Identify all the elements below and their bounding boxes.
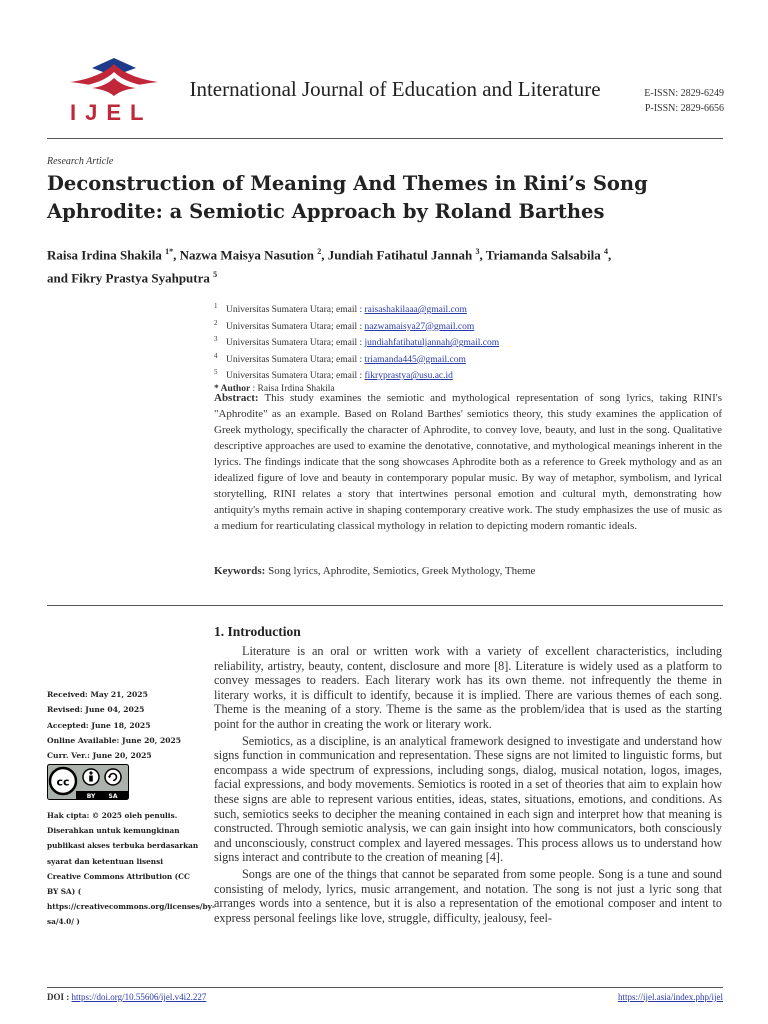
keywords-label: Keywords:	[214, 565, 266, 577]
affiliation-text: Universitas Sumatera Utara; email :	[226, 338, 365, 349]
current-version: Curr. Ver.: June 20, 2025	[47, 751, 152, 761]
author-name: Triamanda Salsabila	[485, 247, 601, 263]
received-date: Received: May 21, 2025	[47, 690, 148, 699]
email-link[interactable]: fikryprastya@usu.ac.id	[364, 371, 453, 382]
cc-by-sa-icon	[47, 764, 129, 800]
author-note-label: * Author	[214, 383, 251, 394]
email-link[interactable]: triamanda445@gmail.com	[364, 354, 466, 365]
online-date: Online Available: June 20, 2025	[47, 735, 182, 745]
author-sup: 1*	[165, 247, 174, 256]
affiliation-num: 5	[214, 368, 218, 377]
accepted-date: Accepted: June 18, 2025	[47, 720, 151, 730]
cc-by-label: BY	[86, 793, 96, 800]
email-link[interactable]: jundiahfatihatuljannah@gmail.com	[364, 338, 500, 349]
author-name: Nazwa Maisya Nasution	[179, 247, 314, 263]
logo-text: IJEL	[70, 100, 153, 125]
section-divider	[47, 605, 723, 606]
issn-block	[612, 86, 724, 116]
affiliation-text: Universitas Sumatera Utara; email :	[226, 371, 365, 382]
affiliation-text: Universitas Sumatera Utara; email :	[226, 321, 365, 332]
affiliation-num: 3	[214, 335, 218, 344]
author-name: Jundiah Fatihatul Jannah	[327, 247, 473, 263]
pissn: P-ISSN: 2829-6656	[644, 103, 724, 114]
doi-label: DOI :	[47, 992, 70, 1002]
affiliation-num: 1	[214, 302, 218, 310]
paragraph: Songs are one of the things that cannot be separated from some people. Song is a tune and sound consisting of melody, lyrics, music arrangement, and notation. The song is not just a lyric song that arranges words into a sentence, but it is also a representation of the emotional composer and intent to express personal feelings like love, struggle, difficulty, jealousy, feel-	[214, 866, 722, 925]
affiliation-row	[214, 366, 499, 383]
author-sup: 3	[475, 247, 480, 256]
affiliation-text: Universitas Sumatera Utara; email :	[226, 354, 365, 365]
affiliation-text: Universitas Sumatera Utara; email :	[226, 305, 365, 316]
affiliation-row	[214, 350, 499, 367]
header-divider	[47, 138, 723, 139]
author-name: and Fikry Prastya Syahputra	[47, 270, 210, 286]
svg-text:cc: cc	[56, 775, 70, 789]
paragraph: Literature is an oral or written work with a variety of excellent characteristics, including reliability, artistry, beauty, content, disclosure and more [8]. Literature is widely used as a platform to convey messages to readers. Each literary work has its own theme. not infrequently the theme in literary works, it is difficult to identify, because it is implied. There are various themes of each song. Theme is the meaning of a story. Theme is the same as the problem/idea that is used as the starting point for the author in creating the work or literary work.	[214, 644, 722, 731]
affiliation-num: 4	[214, 351, 218, 360]
introduction-body	[214, 644, 722, 927]
footer	[47, 992, 723, 1002]
affiliations	[214, 300, 499, 395]
abstract-label: Abstract:	[214, 392, 259, 404]
author-sup: 5	[213, 270, 218, 280]
email-link[interactable]: nazwamaisya27@gmail.com	[364, 321, 475, 332]
affiliation-row	[214, 333, 499, 350]
article-type: Research Article	[47, 156, 114, 167]
affiliation-num: 2	[214, 318, 218, 327]
eissn: E-ISSN: 2829-6249	[644, 88, 724, 99]
keywords-text: Song lyrics, Aphrodite, Semiotics, Greek Mythology, Theme	[268, 565, 536, 577]
journal-site-link[interactable]: https://ijel.asia/index.php/ijel	[618, 992, 723, 1002]
license-text: Hak cipta: © 2025 oleh penulis. Diserahkan untuk kemungkinan publikasi akses terbuka berdasarkan syarat dan ketentuan lisensi Creative Commons Attribution (CC BY SA) ( https://creativecommons.org/licenses/by-sa/4.0/ )	[47, 811, 215, 927]
author-sup: 4	[603, 247, 608, 256]
affiliation-row	[214, 317, 499, 334]
author-sup: 2	[317, 247, 322, 256]
email-link[interactable]: raisashakilaaa@gmail.com	[364, 305, 467, 316]
abstract-text: This study examines the semiotic and mythological representation of song lyrics, taking RINI's "Aphrodite" as an example. Based on Roland Barthes' semiotics theory, this study examines the application of Greek mythology, specifically the character of Aphrodite, to convey love, beauty, and lust in the song. Qualitative descriptive approaches are used to examine the denotative, connotative, and mythological meanings inherent in the lyrics. The findings indicate that the song showcases Aphrodite both as a reference to Greek mythology and as an idealized figure of love and beauty in contemporary popular music. By way of metaphor, symbolism, and lyrical storytelling, RINI relates a story that intertwines personal emotion and cultural myth, demonstrating how antiquity's myths remain active in shaping contemporary creative work. The study emphasizes the use of music as a medium for rearticulating classical mythology in relation to depicting modern romantic ideals.	[214, 392, 722, 532]
cc-sa-label: SA	[108, 793, 118, 800]
doi-link[interactable]: https://doi.org/10.55606/ijel.v4i2.227	[71, 992, 207, 1002]
author-name: Raisa Irdina Shakila	[47, 247, 162, 263]
article-dates	[47, 687, 181, 763]
affiliation-row	[214, 300, 499, 317]
paper-title: Deconstruction of Meaning And Themes in Rini’s Song Aphrodite: a Semiotic Approach by Roland Barthes	[47, 172, 648, 223]
section-heading: 1. Introduction	[214, 624, 301, 639]
author-list: Raisa Irdina Shakila $^{1*}$, Nazwa Maisya Nasution $^2$, Jundiah Fatihatul Jannah $^3$, Triamanda Salsabila $^4$, and Fikry Prastya Syahputra $^5$	[47, 247, 612, 286]
keywords	[214, 565, 722, 577]
journal-title: International Journal of Education and Literature	[189, 77, 601, 101]
author-note-value: : Raisa Irdina Shakila	[250, 383, 335, 394]
paragraph: Semiotics, as a discipline, is an analytical framework designed to investigate and understand how signs function in communication and representation. These signs are not limited to linguistic forms, but encompass a wide spectrum of expressions, including songs, dialog, musical notation, logos, images, facial expressions, and body movements. Semiotics is rooted in a set of theories that aim to explain how these signs are able to represent various entities, ideas, states, situations, emotions, and conditions. As such, semiotics seeks to decipher the meaning contained in each sign and interpret how that meaning is constructed. Through semiotic analysis, we can gain insight into how communicators, both consciously and unconsciously, construct complex and layered messages. This process allows us to understand how signs interact and contribute to the creation of meaning [4].	[214, 733, 722, 865]
footer-divider	[47, 987, 723, 988]
revised-date: Revised: June 04, 2025	[47, 705, 145, 715]
abstract	[214, 390, 722, 534]
